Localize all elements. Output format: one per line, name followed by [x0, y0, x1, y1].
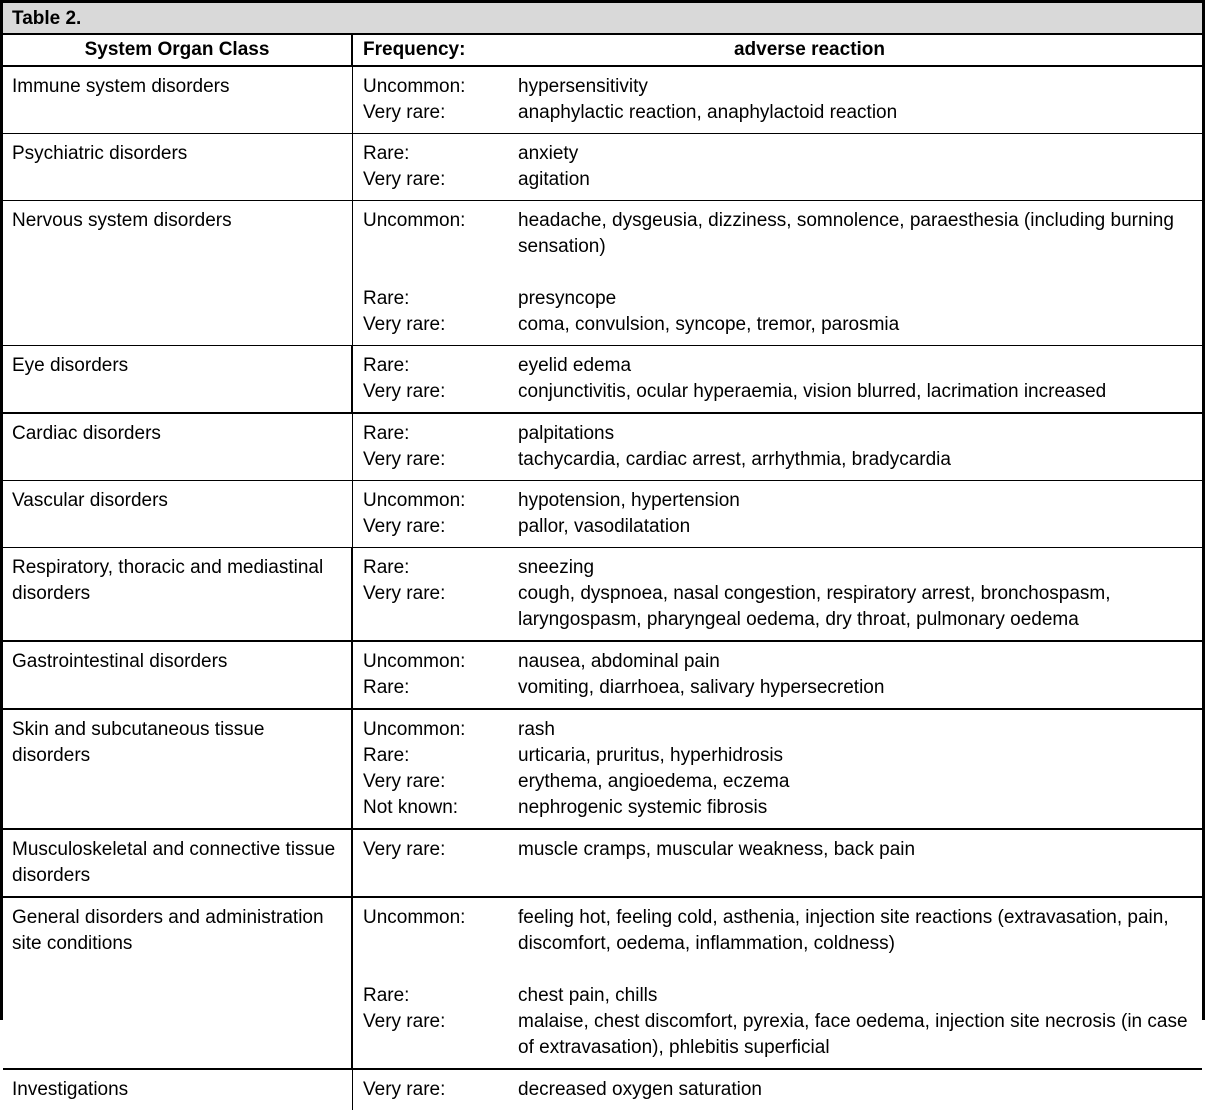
- frequency-entry: [363, 379, 1196, 405]
- frequency-entry: [363, 905, 1196, 957]
- frequency-entry: [363, 421, 1196, 447]
- cell-system-organ-class: Skin and subcutaneous tissue disorders: [3, 710, 353, 828]
- frequency-entry: [363, 1077, 1196, 1103]
- adverse-reaction-text: anaphylactic reaction, anaphylactoid reaction: [518, 102, 898, 123]
- frequency-entry: [363, 141, 1196, 167]
- frequency-label: Rare:: [363, 355, 410, 376]
- frequency-label: Uncommon:: [363, 719, 466, 740]
- table-row: [3, 642, 1202, 710]
- cell-adverse-reactions: [353, 710, 1202, 828]
- frequency-entry: [363, 675, 1196, 701]
- cell-system-organ-class: Gastrointestinal disorders: [3, 642, 353, 708]
- frequency-label: Very rare:: [363, 583, 446, 604]
- frequency-entry: [363, 208, 1196, 260]
- cell-adverse-reactions: [353, 481, 1202, 547]
- cell-system-organ-class: Respiratory, thoracic and mediastinal disorders: [3, 548, 353, 640]
- frequency-label: Very rare:: [363, 771, 446, 792]
- cell-system-organ-class: Cardiac disorders: [3, 414, 353, 480]
- frequency-label: Not known:: [363, 797, 459, 818]
- frequency-entry: [363, 353, 1196, 379]
- table-row: [3, 201, 1202, 346]
- cell-adverse-reactions: [353, 830, 1202, 896]
- cell-adverse-reactions: [353, 67, 1202, 133]
- frequency-label: Rare:: [363, 288, 410, 309]
- frequency-entry: [363, 514, 1196, 540]
- adverse-reaction-text: presyncope: [518, 288, 617, 309]
- cell-adverse-reactions: [353, 414, 1202, 480]
- frequency-label: Very rare:: [363, 314, 446, 335]
- frequency-label: Rare:: [363, 557, 410, 578]
- frequency-entry: [363, 74, 1196, 100]
- table-row: [3, 414, 1202, 481]
- adverse-reaction-text: tachycardia, cardiac arrest, arrhythmia, bradycardia: [518, 449, 951, 470]
- frequency-label: Uncommon:: [363, 210, 466, 231]
- adverse-reaction-text: erythema, angioedema, eczema: [518, 771, 790, 792]
- cell-system-organ-class: Nervous system disorders: [3, 201, 353, 345]
- frequency-label: Rare:: [363, 985, 410, 1006]
- frequency-entry: [363, 286, 1196, 312]
- frequency-label: Very rare:: [363, 1079, 446, 1100]
- frequency-entry: [363, 837, 1196, 863]
- frequency-entry: [363, 555, 1196, 581]
- adverse-reaction-text: hypersensitivity: [518, 76, 648, 97]
- table-row: [3, 134, 1202, 201]
- adverse-reaction-text: eyelid edema: [518, 355, 632, 376]
- frequency-label: Very rare:: [363, 381, 446, 402]
- adverse-reaction-text: urticaria, pruritus, hyperhidrosis: [518, 745, 784, 766]
- adverse-reaction-text: anxiety: [518, 143, 579, 164]
- table-row: [3, 548, 1202, 642]
- table-row: [3, 481, 1202, 548]
- table-row: [3, 346, 1202, 414]
- frequency-label: Rare:: [363, 677, 410, 698]
- frequency-label: Uncommon:: [363, 651, 466, 672]
- cell-system-organ-class: Musculoskeletal and connective tissue disorders: [3, 830, 353, 896]
- column-header-adverse-reaction: adverse reaction: [733, 39, 886, 60]
- column-header-group: [353, 35, 1202, 65]
- frequency-label: Rare:: [363, 143, 410, 164]
- cell-system-organ-class: Eye disorders: [3, 346, 353, 412]
- adverse-reaction-text: sneezing: [518, 557, 595, 578]
- frequency-label: Uncommon:: [363, 490, 466, 511]
- frequency-label: Very rare:: [363, 102, 446, 123]
- frequency-label: Very rare:: [363, 449, 446, 470]
- cell-system-organ-class: General disorders and administration site conditions: [3, 898, 353, 1068]
- frequency-label: Uncommon:: [363, 76, 466, 97]
- frequency-entry: [363, 312, 1196, 338]
- adverse-reaction-text: nephrogenic systemic fibrosis: [518, 797, 768, 818]
- row-spacer: [363, 957, 1196, 983]
- adverse-reaction-text: conjunctivitis, ocular hyperaemia, vision blurred, lacrimation increased: [518, 381, 1107, 402]
- cell-system-organ-class: Psychiatric disorders: [3, 134, 353, 200]
- frequency-label: Very rare:: [363, 516, 446, 537]
- frequency-entry: [363, 743, 1196, 769]
- adverse-reaction-text: decreased oxygen saturation: [518, 1079, 762, 1100]
- cell-adverse-reactions: [353, 898, 1202, 1068]
- adverse-reaction-text: muscle cramps, muscular weakness, back pain: [518, 839, 916, 860]
- frequency-entry: [363, 983, 1196, 1009]
- cell-adverse-reactions: [353, 642, 1202, 708]
- table-row: [3, 898, 1202, 1070]
- adverse-reaction-text: chest pain, chills: [518, 985, 658, 1006]
- frequency-entry: [363, 167, 1196, 193]
- cell-system-organ-class: Immune system disorders: [3, 67, 353, 133]
- adverse-reaction-text: feeling hot, feeling cold, asthenia, injection site reactions (extravasation, pain, discomfort, oedema, inflammation, coldness): [518, 907, 1169, 954]
- table-title: Table 2.: [12, 7, 82, 29]
- frequency-label: Rare:: [363, 423, 410, 444]
- cell-adverse-reactions: [353, 346, 1202, 412]
- adverse-reaction-text: agitation: [518, 169, 590, 190]
- table-row: [3, 830, 1202, 898]
- table-title-bar: [3, 3, 1202, 35]
- table-row: [3, 67, 1202, 134]
- adverse-reaction-text: vomiting, diarrhoea, salivary hypersecretion: [518, 677, 885, 698]
- frequency-label: Uncommon:: [363, 907, 466, 928]
- cell-adverse-reactions: [353, 134, 1202, 200]
- cell-adverse-reactions: [353, 548, 1202, 640]
- adverse-reaction-text: hypotension, hypertension: [518, 490, 740, 511]
- adverse-reaction-text: headache, dysgeusia, dizziness, somnolence, paraesthesia (including burning sensation): [518, 210, 1174, 257]
- column-header-system-organ-class: System Organ Class: [3, 35, 353, 65]
- frequency-entry: [363, 795, 1196, 821]
- cell-adverse-reactions: [353, 201, 1202, 345]
- frequency-label: Rare:: [363, 745, 410, 766]
- row-spacer: [363, 260, 1196, 286]
- frequency-entry: [363, 1009, 1196, 1061]
- adverse-reaction-text: palpitations: [518, 423, 615, 444]
- table-row: [3, 710, 1202, 830]
- frequency-entry: [363, 717, 1196, 743]
- frequency-entry: [363, 649, 1196, 675]
- adverse-reaction-text: malaise, chest discomfort, pyrexia, face oedema, injection site necrosis (in case of extravasation), phlebitis superficial: [518, 1011, 1188, 1058]
- cell-system-organ-class: Vascular disorders: [3, 481, 353, 547]
- adverse-reaction-text: nausea, abdominal pain: [518, 651, 720, 672]
- column-header-frequency: Frequency:: [363, 39, 466, 60]
- frequency-label: Very rare:: [363, 169, 446, 190]
- adverse-reaction-text: cough, dyspnoea, nasal congestion, respiratory arrest, bronchospasm, laryngospasm, pharyngeal oedema, dry throat, pulmonary oedema: [518, 583, 1111, 630]
- frequency-entry: [363, 769, 1196, 795]
- frequency-entry: [363, 581, 1196, 633]
- frequency-label: Very rare:: [363, 839, 446, 860]
- table-body: [3, 67, 1202, 1110]
- frequency-entry: [363, 100, 1196, 126]
- frequency-entry: [363, 447, 1196, 473]
- frequency-entry: [363, 488, 1196, 514]
- cell-adverse-reactions: [353, 1070, 1202, 1110]
- adverse-reaction-text: pallor, vasodilatation: [518, 516, 691, 537]
- table-row: [3, 1070, 1202, 1110]
- adverse-reaction-text: coma, convulsion, syncope, tremor, parosmia: [518, 314, 900, 335]
- adverse-reaction-text: rash: [518, 719, 555, 740]
- frequency-label: Very rare:: [363, 1011, 446, 1032]
- cell-system-organ-class: Investigations: [3, 1070, 353, 1110]
- table-header-row: [3, 35, 1202, 67]
